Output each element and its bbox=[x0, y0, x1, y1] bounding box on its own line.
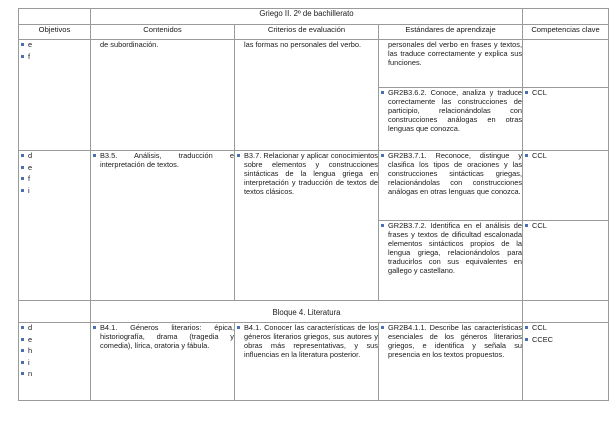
objetivos-cell bbox=[19, 151, 91, 301]
table-row bbox=[19, 151, 609, 221]
objetivo-item: h bbox=[19, 346, 90, 355]
competencia-item: CCEC bbox=[523, 335, 608, 344]
table-row bbox=[19, 40, 609, 88]
competencia-item: CCL bbox=[523, 88, 608, 97]
criterios-cell bbox=[235, 323, 379, 401]
title-spacer-cell-right bbox=[523, 9, 609, 25]
estandar-cell bbox=[379, 151, 523, 221]
competencias-cell bbox=[523, 88, 609, 151]
estandar-text: GR2B3.7.2. Identifica en el análisis de frases y textos de dificultad escalonada elementos sintácticos propios de la lengua griega, relacionándolos para traducirlos con sus equivalentes en gallego y castellano. bbox=[379, 221, 522, 275]
objetivos-cell bbox=[19, 323, 91, 401]
col-header-estandares: Estándares de aprendizaje bbox=[379, 25, 523, 40]
column-header-row bbox=[19, 25, 609, 40]
table-row bbox=[19, 323, 609, 401]
estandar-text: GR2B4.1.1. Describe las características esenciales de los géneros literarios griegos, e identifica y señala su presencia en los textos propuestos. bbox=[379, 323, 522, 359]
contenidos-cell bbox=[91, 323, 235, 401]
block-title-row bbox=[19, 301, 609, 323]
criterios-cell bbox=[235, 40, 379, 151]
estandar-text: GR2B3.6.2. Conoce, analiza y traduce correctamente las construcciones de participio, relacionándolas con construcciones análogas en otras lenguas que conozca. bbox=[379, 88, 522, 133]
objetivos-cell bbox=[19, 40, 91, 151]
objetivo-item: e bbox=[19, 163, 90, 172]
contenido-text: B3.5. Análisis, traducción e interpretación de textos. bbox=[91, 151, 234, 169]
criterio-text: las formas no personales del verbo. bbox=[244, 40, 362, 49]
estandar-text: personales del verbo en frases y textos, las traduce correctamente y explica sus funciones. bbox=[388, 40, 523, 67]
criterio-text: B3.7. Relacionar y aplicar conocimientos sobre elementos y construcciones sintácticas de la lengua griega en interpretación y traducción de textos de textos clásicos. bbox=[235, 151, 378, 196]
col-header-competencias: Competencias clave bbox=[523, 25, 609, 40]
competencias-cell bbox=[523, 40, 609, 88]
competencia-item: CCL bbox=[523, 151, 608, 160]
title-spacer-cell-right bbox=[523, 301, 609, 323]
criterios-cell bbox=[235, 151, 379, 301]
objetivo-item: d bbox=[19, 323, 90, 332]
contenido-text: de subordinación. bbox=[100, 40, 159, 49]
course-title-row bbox=[19, 9, 609, 25]
objetivo-item: e bbox=[19, 335, 90, 344]
objetivo-item: i bbox=[19, 186, 90, 195]
objetivo-item: e bbox=[19, 40, 90, 49]
objetivo-item: n bbox=[19, 369, 90, 378]
course-title: Griego II. 2º de bachillerato bbox=[91, 9, 523, 25]
estandar-cell bbox=[379, 88, 523, 151]
estandar-text: GR2B3.7.1. Reconoce, distingue y clasifica los tipos de oraciones y las construcciones sintácticas griegas, relacionándolas con construcciones análogas en otras lenguas que conozca. bbox=[379, 151, 522, 196]
competencias-cell bbox=[523, 221, 609, 301]
contenido-text: B4.1. Géneros literarios: épica, historiografía, drama (tragedia y comedia), lírica, oratoria y fábula. bbox=[91, 323, 234, 350]
estandar-cell bbox=[379, 323, 523, 401]
col-header-objetivos: Objetivos bbox=[19, 25, 91, 40]
objetivo-item: d bbox=[19, 151, 90, 160]
objetivo-item: i bbox=[19, 358, 90, 367]
objetivo-item: f bbox=[19, 174, 90, 183]
col-header-contenidos: Contenidos bbox=[91, 25, 235, 40]
competencias-cell bbox=[523, 323, 609, 401]
objetivo-item: f bbox=[19, 52, 90, 61]
title-spacer-cell bbox=[19, 9, 91, 25]
curriculum-table bbox=[18, 8, 609, 401]
col-header-criterios: Criterios de evaluación bbox=[235, 25, 379, 40]
estandar-cell bbox=[379, 40, 523, 88]
block-title: Bloque 4. Literatura bbox=[91, 301, 523, 323]
competencia-item: CCL bbox=[523, 221, 608, 230]
competencias-cell bbox=[523, 151, 609, 221]
contenidos-cell bbox=[91, 151, 235, 301]
criterio-text: B4.1. Conocer las características de los géneros literarios griegos, sus autores y obras más representativas, y sus influencias en la literatura posterior. bbox=[235, 323, 378, 359]
title-spacer-cell bbox=[19, 301, 91, 323]
competencia-item: CCL bbox=[523, 323, 608, 332]
estandar-cell bbox=[379, 221, 523, 301]
contenidos-cell bbox=[91, 40, 235, 151]
